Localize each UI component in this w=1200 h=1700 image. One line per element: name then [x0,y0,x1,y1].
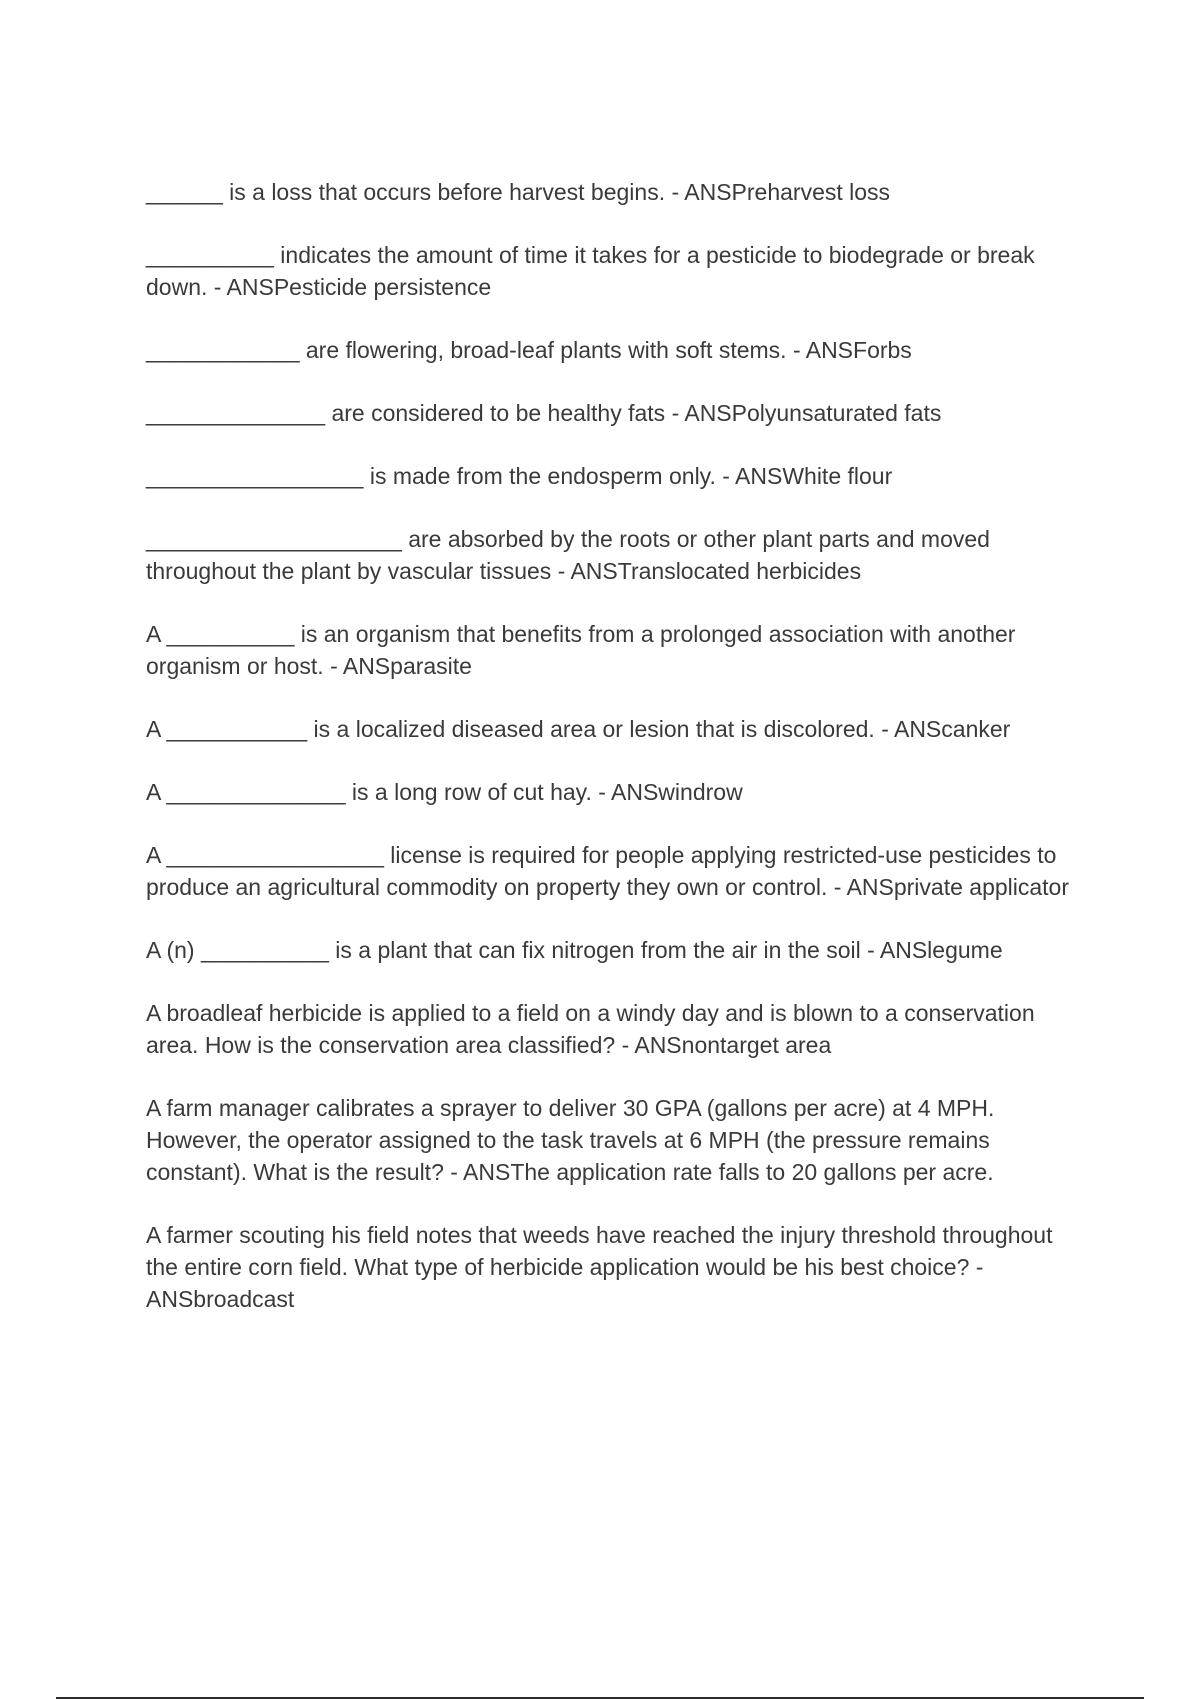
qa-item-windrow: A ______________ is a long row of cut hay. - ANSwindrow [146,779,743,805]
qa-item-legume: A (n) __________ is a plant that can fix nitrogen from the air in the soil - ANSlegume [146,937,1003,963]
question-answer-list [146,176,1086,1346]
qa-item-broadcast: A farmer scouting his field notes that weeds have reached the injury threshold throughout the entire corn field. What type of herbicide application would be his best choice? - ANSbroadcast [146,1222,1053,1312]
qa-item-pesticide-persistence: __________ indicates the amount of time it takes for a pesticide to biodegrade or break down. - ANSPesticide persistence [146,242,1035,300]
footer-divider [56,1697,1144,1699]
qa-item-private-applicator: A _________________ license is required for people applying restricted-use pesticides to produce an agricultural commodity on property they own or control. - ANSprivate applicator [146,842,1070,900]
qa-item-nontarget-area: A broadleaf herbicide is applied to a field on a windy day and is blown to a conservation area. How is the conservation area classified? - ANSnontarget area [146,1000,1035,1058]
qa-item-white-flour: _________________ is made from the endosperm only. - ANSWhite flour [146,463,893,489]
qa-item-application-rate: A farm manager calibrates a sprayer to deliver 30 GPA (gallons per acre) at 4 MPH. However, the operator assigned to the task travels at 6 MPH (the pressure remains constant). What is the result? - ANSThe application rate falls to 20 gallons per acre. [146,1095,995,1185]
qa-item-parasite: A __________ is an organism that benefits from a prolonged association with another organism or host. - ANSparasite [146,621,1016,679]
qa-item-canker: A ___________ is a localized diseased area or lesion that is discolored. - ANScanker [146,716,1011,742]
qa-item-forbs: ____________ are flowering, broad-leaf plants with soft stems. - ANSForbs [146,337,912,363]
qa-item-translocated-herbicides: ____________________ are absorbed by the roots or other plant parts and moved throughout the plant by vascular tissues - ANSTranslocated herbicides [146,526,990,584]
qa-item-preharvest-loss: ______ is a loss that occurs before harvest begins. - ANSPreharvest loss [146,179,891,205]
qa-item-polyunsaturated-fats: ______________ are considered to be healthy fats - ANSPolyunsaturated fats [146,400,942,426]
